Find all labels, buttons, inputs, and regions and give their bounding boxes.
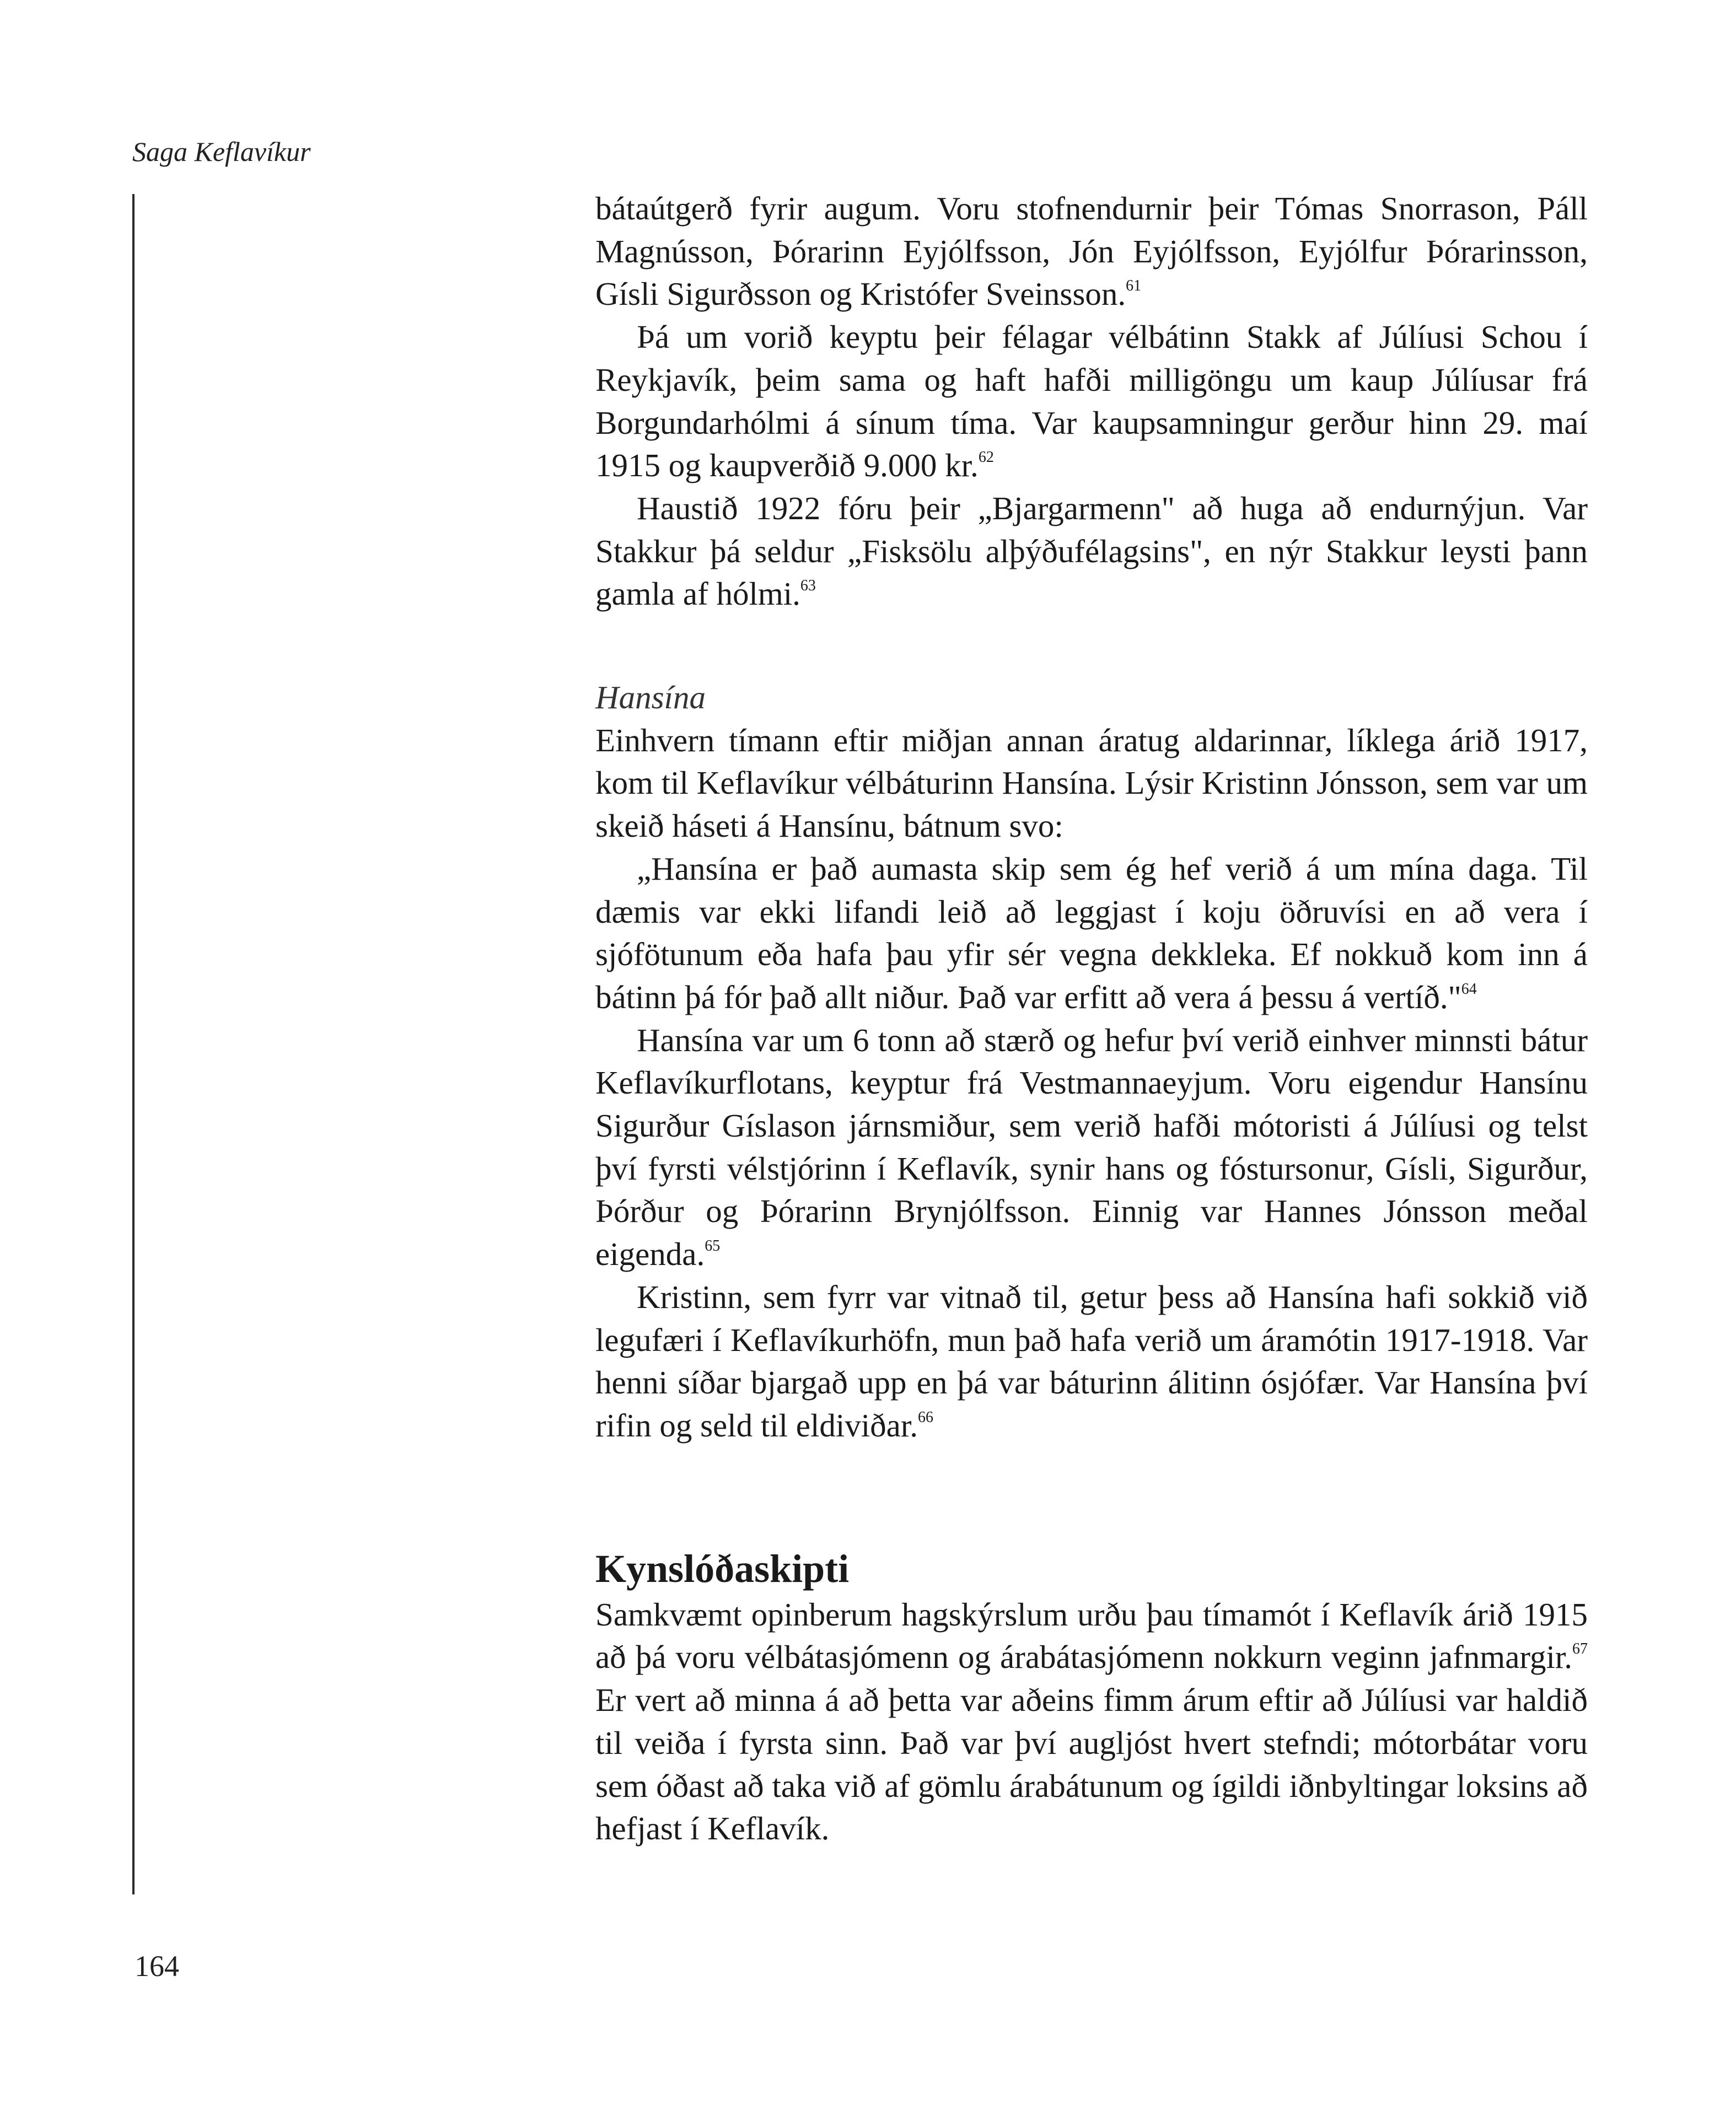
footnote-marker: 65 — [705, 1237, 721, 1255]
margin-rule — [132, 194, 135, 1894]
paragraph-continuation — [595, 187, 1588, 316]
paragraph-text: Haustið 1922 fóru þeir „Bjargarmenn" að huga að endurnýjun. Var Stakkur þá seldur „Fisksölu alþýðufélagsins", en nýr Stakkur leysti þann gamla af hólmi. — [595, 489, 1588, 612]
paragraph-text: Hansína var um 6 tonn að stærð og hefur því verið einhver minnsti bátur Keflavíkurflotans, keyptur frá Vestmannaeyjum. Voru eigendur Hansínu Sigurður Gíslason járnsmiður, sem verið hafði mótoristi á Júlíusi og telst því fyrsti vélstjórinn í Keflavík, synir hans og fóstursonur, Gísli, Sigurður, Þórður og Þórarinn Brynjólfsson. Einnig var Hannes Jónsson meðal eigenda. — [595, 1021, 1588, 1273]
paragraph-text: bátaútgerð fyrir augum. Voru stofnendurnir þeir Tómas Snorrason, Páll Magnússon, Þórarinn Eyjólfsson, Jón Eyjólfsson, Eyjólfur Þórarinsson, Gísli Sigurðsson og Kristófer Sveinsson. — [595, 190, 1588, 313]
footnote-marker: 63 — [800, 577, 816, 595]
footnote-marker: 61 — [1126, 277, 1142, 295]
paragraph-quote — [595, 848, 1588, 1019]
footnote-marker: 64 — [1461, 980, 1477, 998]
paragraph-text: Þá um vorið keyptu þeir félagar vélbátinn Stakk af Júlíusi Schou í Reykjavík, þeim sama og haft hafði milligöngu um kaup Júlíusar frá Borgundarhólmi á sínum tíma. Var kaupsamningur gerður hinn 29. maí 1915 og kaupverðið 9.000 kr. — [595, 319, 1588, 484]
paragraph-hansina-sinking — [595, 1276, 1588, 1447]
footnote-marker: 62 — [978, 449, 994, 466]
section-heading: Kynslóðaskipti — [595, 1546, 850, 1591]
paragraph-text: „Hansína er það aumasta skip sem ég hef verið á um mína daga. Til dæmis var ekki lifandi leið að leggjast í koju öðruvísi en að vera í sjófötunum eða hafa þau yfir sér vegna dekkleka. Ef nokkuð kom inn á bátinn þá fór það allt niður. Það var erfitt að vera á þessu á vertíð." — [595, 850, 1588, 1015]
paragraph-text: Er vert að minna á að þetta var aðeins fimm árum eftir að Júlíusi var haldið til veiða í fyrsta sinn. Það var því augljóst hvert stefndi; mótorbátar voru sem óðast að taka við af gömlu árabátunum og ígildi iðnbyltingar loksins að hefjast í Keflavík. — [595, 1682, 1588, 1847]
paragraph-hansina-owners — [595, 1019, 1588, 1276]
paragraph-text: Einhvern tímann eftir miðjan annan áratug aldarinnar, líklega árið 1917, kom til Keflavíkur vélbáturinn Hansína. Lýsir Kristinn Jónsson, sem var um skeið háseti á Hansínu, bátnum svo: — [595, 722, 1588, 844]
footnote-marker: 66 — [918, 1408, 933, 1426]
paragraph-text: Kristinn, sem fyrr var vitnað til, getur þess að Hansína hafi sokkið við legufæri í Keflavíkurhöfn, mun það hafa verið um áramótin 1917-1918. Var henni síðar bjargað upp en þá var báturinn álitinn ósjófær. Var Hansína því rifin og seld til eldiviðar. — [595, 1278, 1588, 1444]
page-number: 164 — [135, 1950, 179, 1983]
paragraph-hansina-intro — [595, 719, 1588, 848]
paragraph-generations — [595, 1594, 1588, 1850]
subheading-hansina: Hansína — [595, 679, 706, 716]
running-head-title: Saga Keflavíkur — [132, 136, 311, 167]
paragraph-renewal — [595, 487, 1588, 616]
body-text-column — [595, 187, 1588, 1850]
paragraph-stakkur-purchase — [595, 316, 1588, 487]
spacer — [595, 616, 1588, 676]
paragraph-text: Samkvæmt opinberum hagskýrslum urðu þau tímamót í Keflavík árið 1915 að þá voru vélbátasjómenn og árabátasjómenn nokkurn veginn jafnmargir. — [595, 1596, 1588, 1676]
footnote-marker: 67 — [1572, 1640, 1588, 1658]
